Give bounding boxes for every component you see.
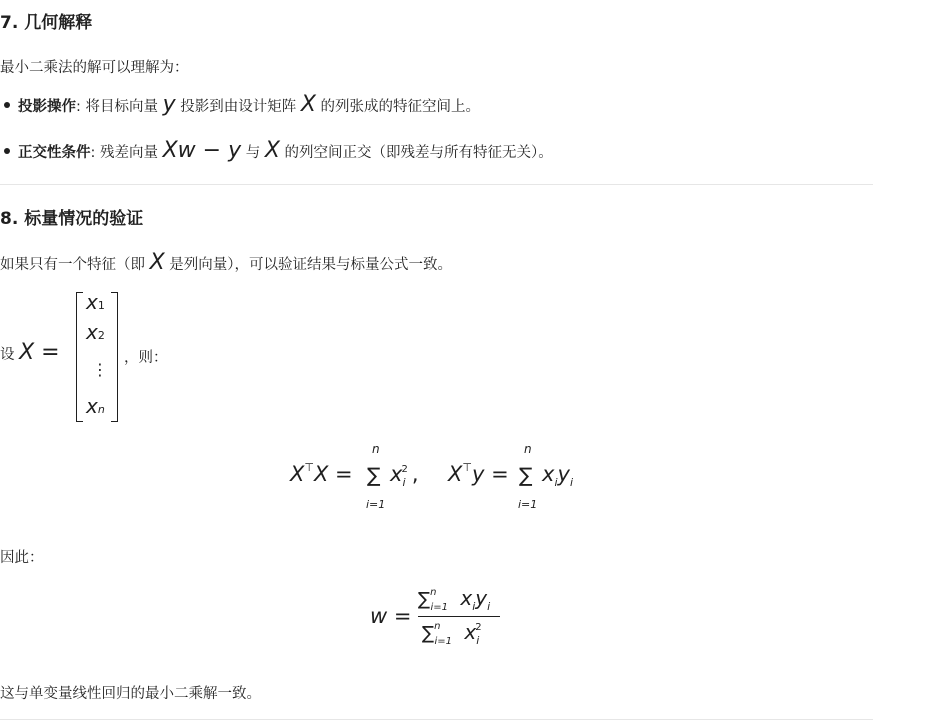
math-Xw: Xw <box>162 138 196 163</box>
eq2-denominator: ∑$^n_{i=1}$ $x_i^2$ <box>422 620 482 647</box>
math-X: X <box>264 138 280 163</box>
eq1-sum-bot: i=1 <box>366 498 386 511</box>
conclusion-text: 这与单变量线性回归的最小二乘解一致。 <box>0 686 261 702</box>
divider <box>0 719 873 720</box>
fraction-bar <box>418 616 500 617</box>
section-7-intro: 最小二乘法的解可以理解为： <box>0 60 189 76</box>
bullet-label: 投影操作 <box>18 99 76 115</box>
bullet-label: 正交性条件 <box>18 145 91 161</box>
bullet-dot <box>4 102 10 108</box>
set-prefix <box>0 340 60 365</box>
eq1-lhs: X⊤X = <box>290 461 353 486</box>
bullet-text: 与 <box>241 145 265 161</box>
intro-text: 如果只有一个特征（即 <box>0 257 150 273</box>
bullet-text: 的列张成的特征空间上。 <box>315 99 481 115</box>
math-minus: − <box>195 138 229 163</box>
math-equals: = <box>34 340 60 365</box>
vec-dots: ⋮ <box>92 360 108 379</box>
right-bracket <box>111 292 118 422</box>
bullet-text: 投影到由设计矩阵 <box>175 99 301 115</box>
bullet-text: : 将目标向量 <box>76 99 163 115</box>
set-suffix: ，则： <box>124 350 168 366</box>
math-X: X <box>19 340 35 365</box>
math-y: y <box>162 92 176 117</box>
left-bracket <box>76 292 83 422</box>
eq2-lhs: w = <box>370 604 412 628</box>
eq1-sum2: ∑ <box>519 463 533 487</box>
eq1-term: $x_i^2$ , <box>390 462 419 489</box>
section-8-title: 8. 标量情况的验证 <box>0 209 144 229</box>
divider <box>0 184 873 185</box>
vec-entry-1: x1 <box>86 290 105 314</box>
math-X: X <box>149 250 165 275</box>
section-7-title: 7. 几何解释 <box>0 13 93 33</box>
math-X: X <box>300 92 316 117</box>
section-8-intro <box>0 250 452 275</box>
vec-entry-2: x2 <box>86 320 105 344</box>
set-text: 设 <box>0 347 20 363</box>
eq1-sum2-bot: i=1 <box>518 498 538 511</box>
eq1-term2: $x_iy_i$ <box>542 462 573 489</box>
eq1-sum: ∑ <box>367 463 381 487</box>
bullet-dot <box>4 148 10 154</box>
bullet-text: : 残差向量 <box>90 145 163 161</box>
bullet-orthogonality <box>4 138 553 163</box>
bullet-text: 的列空间正交（即残差与所有特征无关）。 <box>279 145 553 161</box>
bullet-projection <box>4 92 480 117</box>
therefore-text: 因此： <box>0 550 44 566</box>
eq1-rhs: X⊤y = <box>448 461 509 486</box>
intro-text: 是列向量），可以验证结果与标量公式一致。 <box>164 257 453 273</box>
eq1-sum2-top: n <box>524 442 532 456</box>
math-y: y <box>228 138 242 163</box>
eq1-sum-top: n <box>372 442 380 456</box>
eq2-numerator: ∑$^n_{i=1}$ $x_iy_i$ <box>418 586 491 613</box>
vec-entry-n: xn <box>86 394 105 418</box>
